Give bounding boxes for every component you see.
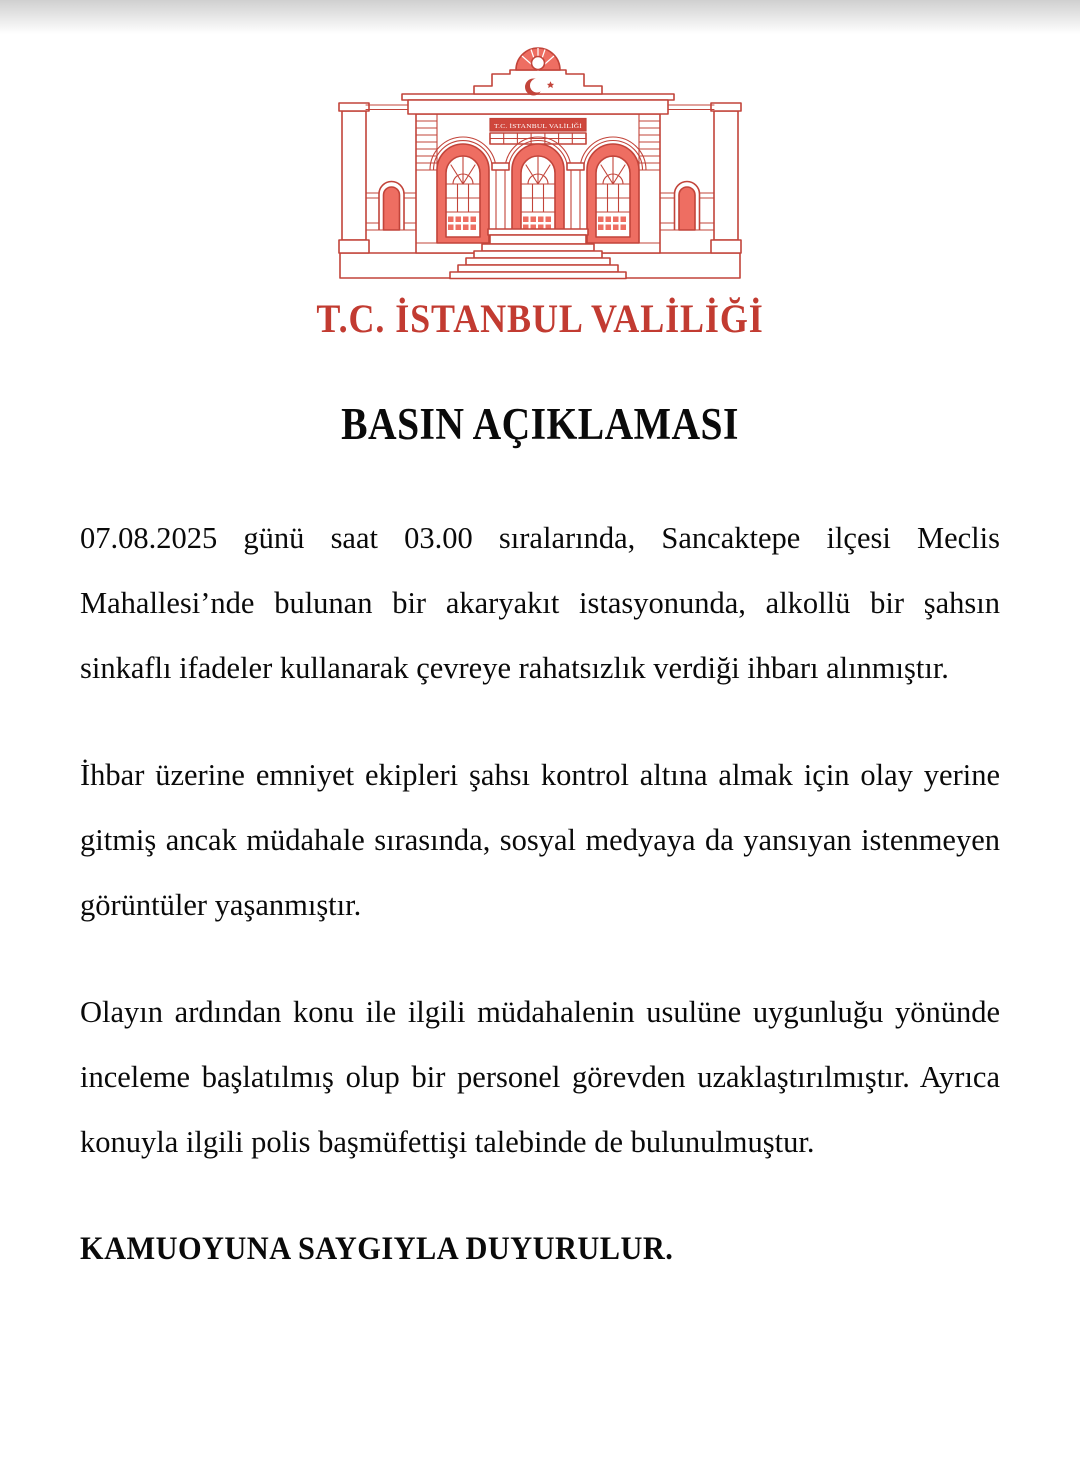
arched-window-left (437, 144, 489, 243)
facade-banner (490, 119, 586, 132)
dentil-course (490, 133, 586, 144)
document-body (80, 506, 1000, 1282)
paragraph-3: Olayın ardından konu ile ilgili müdahalenin usulüne uygunluğu yönünde inceleme başlatılmış olup bir personel görevden uzaklaştırılmıştır. Ayrıca konuyla ilgili polis başmüfettişi talebinde de bulunulmuştur. (80, 995, 1000, 1159)
paragraph-1: 07.08.2025 günü saat 03.00 sıralarında, Sancaktepe ilçesi Meclis Mahallesi’nde bulunan bir akaryakıt istasyonunda, alkollü bir şahsın sinkaflı ifadeler kullanarak çevreye rahatsızlık verdiği ihbarı alınmıştır. (80, 521, 1000, 685)
arched-window-right (587, 144, 639, 243)
facade-banner-text: T.C. İSTANBUL VALİLİĞİ (494, 123, 571, 130)
left-pylon (339, 103, 369, 253)
closing-statement: KAMUOYUNA SAYGIYLA DUYURULUR. (80, 1231, 674, 1267)
paragraph-2: İhbar üzerine emniyet ekipleri şahsı kontrol altına almak için olay yerine gitmiş ancak müdahale sırasında, sosyal medyaya da yansıyan istenmeyen görüntüler yaşanmıştır. (80, 758, 1000, 922)
logo-caption: T.C. İSTANBUL VALİLİĞİ (316, 296, 764, 341)
governorship-building-icon (338, 44, 742, 284)
arched-window-center (512, 144, 564, 243)
letterhead (0, 0, 1080, 342)
document-title: BASIN AÇIKLAMASI (341, 399, 739, 449)
cornice-lip (402, 94, 674, 100)
left-niche (377, 182, 406, 230)
right-niche (673, 182, 702, 231)
right-pylon (711, 103, 741, 253)
crown-ornament-icon (516, 48, 560, 70)
cornice-band (408, 100, 668, 114)
